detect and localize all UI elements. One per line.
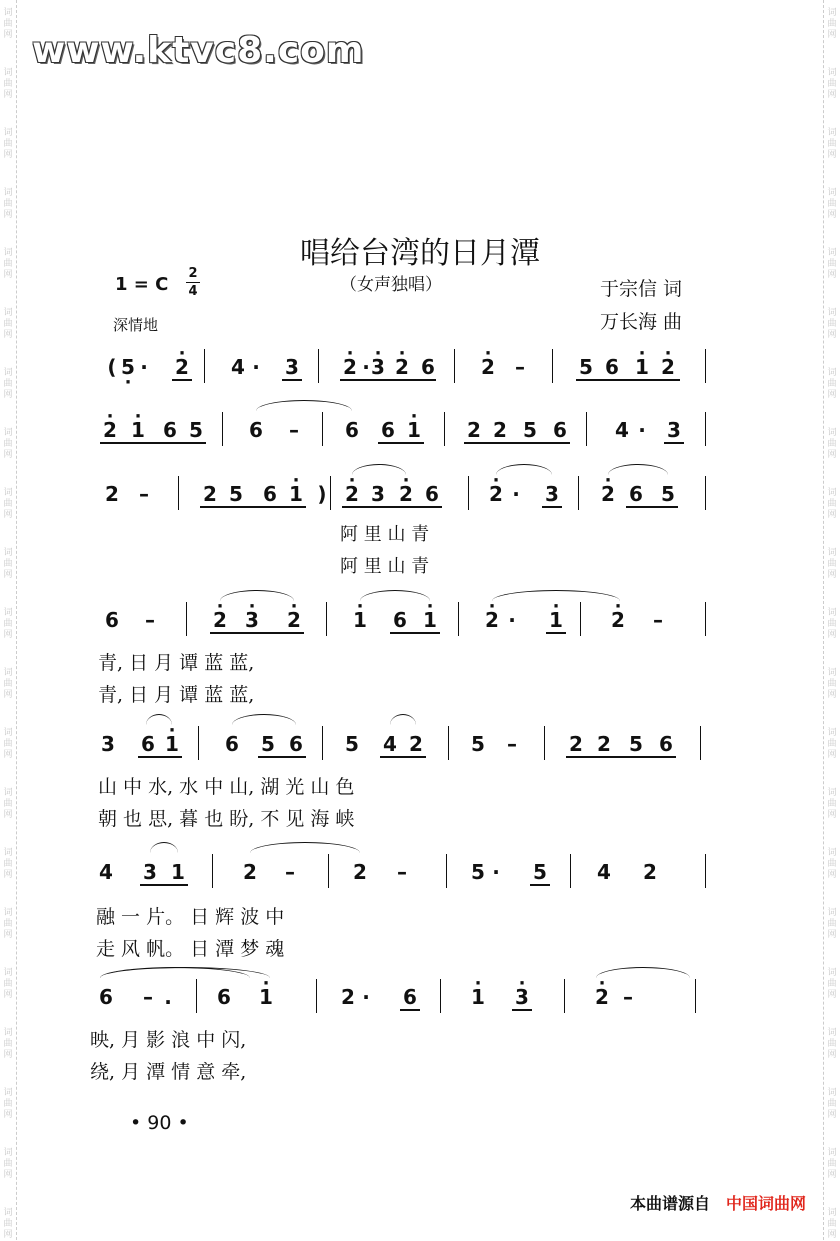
score-note: 5 xyxy=(661,482,675,506)
score-note: · 2 xyxy=(100,418,120,442)
bar-line xyxy=(695,979,696,1013)
score-note: · xyxy=(140,355,148,379)
watermark-glyph-stack: 词 曲 网 xyxy=(827,428,837,460)
score-note: 6 xyxy=(225,732,239,756)
note-underline xyxy=(464,442,570,444)
score-note: ) xyxy=(317,482,327,506)
score-note: 2 xyxy=(569,732,583,756)
score-note: 5 xyxy=(189,418,203,442)
bar-line xyxy=(705,476,706,510)
score-note: 5 xyxy=(345,732,359,756)
score-note: – xyxy=(289,418,299,442)
watermark-glyph-stack: 词 曲 网 xyxy=(827,968,837,1000)
score-note: · xyxy=(252,355,260,379)
score-note: 2 xyxy=(409,732,423,756)
score-note: 2 xyxy=(597,732,611,756)
watermark-glyph-stack: 词 曲 网 xyxy=(3,248,13,280)
lyric-line-7-verse-1: 映, 月 影 浪 中 闪, xyxy=(90,1029,247,1051)
watermark-glyph-stack: 词 曲 网 xyxy=(827,728,837,760)
score-note: 2 xyxy=(105,482,119,506)
bar-line xyxy=(316,979,317,1013)
score-note: 4 xyxy=(99,860,113,884)
watermark-glyph-stack: 词 曲 网 xyxy=(3,608,13,640)
score-note: · 1 xyxy=(404,418,424,442)
note-underline xyxy=(378,442,424,444)
watermark-glyph-stack: 词 曲 网 xyxy=(3,788,13,820)
bar-line xyxy=(196,979,197,1013)
score-note: 5 xyxy=(579,355,593,379)
score-note: · 1 xyxy=(420,608,440,632)
score-note: ( xyxy=(107,355,117,379)
score-note: · 2 xyxy=(340,355,360,379)
score-note: · 3 xyxy=(368,355,388,379)
watermark-glyph-stack: 词 曲 网 xyxy=(827,608,837,640)
score-note: 5 xyxy=(523,418,537,442)
score-note: . xyxy=(164,985,172,1009)
bar-line xyxy=(330,476,331,510)
score-note: · 2 xyxy=(658,355,678,379)
note-underline xyxy=(140,884,188,886)
bar-line xyxy=(580,602,581,636)
score-note: 4 xyxy=(383,732,397,756)
score-note: 5 xyxy=(261,732,275,756)
score-note: 6 xyxy=(289,732,303,756)
bar-line xyxy=(198,726,199,760)
bar-line xyxy=(326,602,327,636)
watermark-glyph-stack: 词 曲 网 xyxy=(3,728,13,760)
score-note: 6 xyxy=(345,418,359,442)
bar-line xyxy=(328,854,329,888)
score-note: · xyxy=(638,418,646,442)
note-underline xyxy=(390,632,440,634)
score-note: 3 xyxy=(285,355,299,379)
watermark-glyph-stack: 词 曲 网 xyxy=(3,848,13,880)
bar-line xyxy=(705,349,706,383)
score-note: 6 xyxy=(425,482,439,506)
bar-line xyxy=(454,349,455,383)
watermark-glyph-stack: 词 曲 网 xyxy=(827,548,837,580)
lyric-line-6-verse-2: 走 风 帆。 日 潭 梦 魂 xyxy=(96,938,285,960)
score-note: 6 xyxy=(217,985,231,1009)
score-note: 2 xyxy=(203,482,217,506)
time-signature xyxy=(186,266,200,299)
score-note: · 2 xyxy=(172,355,192,379)
slur-arc xyxy=(608,464,668,475)
watermark-glyph-stack: 词 曲 网 xyxy=(827,1148,837,1180)
score-note: 2 xyxy=(467,418,481,442)
note-underline xyxy=(530,884,550,886)
watermark-glyph-stack: 词 曲 网 xyxy=(3,1208,13,1240)
score-note: · 2 xyxy=(608,608,628,632)
source-attribution xyxy=(630,1191,806,1214)
bar-line xyxy=(318,349,319,383)
note-underline xyxy=(138,756,182,758)
score-note: 3 xyxy=(371,482,385,506)
score-note: 4 xyxy=(231,355,245,379)
bar-line xyxy=(552,349,553,383)
lyric-line-6-verse-1: 融 一 片。 日 辉 波 中 xyxy=(96,906,285,928)
watermark-glyph-stack: 词 曲 网 xyxy=(827,368,837,400)
note-underline xyxy=(258,756,306,758)
note-underline xyxy=(380,756,426,758)
bar-line xyxy=(212,854,213,888)
score-note: 5 xyxy=(629,732,643,756)
score-note: · 1 xyxy=(162,732,182,756)
slur-arc xyxy=(146,714,172,725)
note-underline xyxy=(664,442,684,444)
score-note: 6 xyxy=(105,608,119,632)
bar-line xyxy=(178,476,179,510)
score-note: 5 xyxy=(229,482,243,506)
score-note: – xyxy=(139,482,149,506)
note-underline xyxy=(542,506,562,508)
score-note: 3 xyxy=(101,732,115,756)
watermark-glyph-stack: 词 曲 网 xyxy=(3,1148,13,1180)
score-note: 6 xyxy=(263,482,277,506)
score-note: · xyxy=(492,860,500,884)
score-note: · 2 xyxy=(598,482,618,506)
lyric-line-4-verse-2: 青, 日 月 谭 蓝 蓝, xyxy=(98,684,255,706)
score-note: · 3 xyxy=(512,985,532,1009)
lyric-line-3-verse-1: 阿 里 山 青 xyxy=(340,524,430,545)
watermark-glyph-stack: 词 曲 网 xyxy=(3,548,13,580)
score-note: · 1 xyxy=(128,418,148,442)
source-prefix: 本曲谱源自 xyxy=(629,1194,710,1213)
site-url-watermark: www.ktvc8.com xyxy=(32,30,365,71)
score-note: 6 xyxy=(605,355,619,379)
score-note: · 2 xyxy=(478,355,498,379)
score-note: 6 xyxy=(553,418,567,442)
note-underline xyxy=(200,506,306,508)
score-note: – xyxy=(653,608,663,632)
watermark-glyph-stack: 词 曲 网 xyxy=(827,68,837,100)
watermark-glyph-stack: 词 曲 网 xyxy=(827,788,837,820)
score-note: 5 xyxy=(471,732,485,756)
watermark-glyph-stack: 词 曲 网 xyxy=(3,1028,13,1060)
slur-arc xyxy=(256,400,352,411)
note-underline xyxy=(546,632,566,634)
score-note: 3 xyxy=(667,418,681,442)
watermark-glyph-stack: 词 曲 网 xyxy=(827,248,837,280)
score-note: 6 xyxy=(403,985,417,1009)
note-underline xyxy=(566,756,676,758)
tempo-marking: 深情地 xyxy=(113,316,159,334)
score-note: 6 xyxy=(163,418,177,442)
score-note: · 2 xyxy=(396,482,416,506)
lyricist-credit: 于宗信 词 xyxy=(600,278,683,300)
meter-top: 2 xyxy=(188,266,198,281)
lyric-line-7-verse-2: 绕, 月 潭 情 意 牵, xyxy=(90,1061,247,1083)
key-signature: 1 = C xyxy=(115,274,169,295)
score-note: 2 xyxy=(353,860,367,884)
note-underline xyxy=(512,1009,532,1011)
note-underline xyxy=(282,379,302,381)
bar-line xyxy=(204,349,205,383)
bar-line xyxy=(578,476,579,510)
score-note: · 1 xyxy=(256,985,276,1009)
bar-line xyxy=(564,979,565,1013)
score-note: 2 xyxy=(643,860,657,884)
score-note: · 1 xyxy=(286,482,306,506)
score-note: 3 xyxy=(143,860,157,884)
score-note: · 1 xyxy=(546,608,566,632)
score-note: · 1 xyxy=(632,355,652,379)
slur-arc xyxy=(352,464,406,475)
score-note: – xyxy=(145,608,155,632)
watermark-glyph-stack: 词 曲 网 xyxy=(827,848,837,880)
bar-line xyxy=(322,412,323,446)
score-note: 2 xyxy=(493,418,507,442)
score-note: – xyxy=(397,860,407,884)
score-note: 3 xyxy=(545,482,559,506)
slur-arc xyxy=(220,590,294,601)
watermark-glyph-stack: 词 曲 网 xyxy=(827,1088,837,1120)
bar-line xyxy=(544,726,545,760)
score-note: 4 xyxy=(615,418,629,442)
note-underline xyxy=(100,442,206,444)
score-note: · 2 xyxy=(392,355,412,379)
note-underline xyxy=(340,379,436,381)
bar-line xyxy=(222,412,223,446)
watermark-glyph-stack: 词 曲 网 xyxy=(3,488,13,520)
score-note: – xyxy=(143,985,153,1009)
score-note: 6 xyxy=(99,985,113,1009)
score-note: · 2 xyxy=(482,608,502,632)
slur-arc xyxy=(492,590,620,601)
slur-arc xyxy=(232,714,296,725)
score-note: – xyxy=(285,860,295,884)
score-note: · 2 xyxy=(486,482,506,506)
watermark-glyph-stack: 词 曲 网 xyxy=(3,8,13,40)
watermark-glyph-stack: 词 曲 网 xyxy=(3,128,13,160)
watermark-glyph-stack: 词 曲 网 xyxy=(3,68,13,100)
watermark-glyph-stack: 词 曲 网 xyxy=(3,368,13,400)
lyric-line-4-verse-1: 青, 日 月 谭 蓝 蓝, xyxy=(98,652,255,674)
score-note: – xyxy=(507,732,517,756)
note-underline xyxy=(172,379,192,381)
bar-line xyxy=(586,412,587,446)
slur-arc xyxy=(150,842,178,853)
performance-subtitle: （女声独唱） xyxy=(340,275,442,295)
score-note: 2 xyxy=(243,860,257,884)
meter-bottom: 4 xyxy=(188,284,198,299)
score-note: 5 · xyxy=(118,355,138,379)
watermark-glyph-stack: 词 曲 网 xyxy=(3,308,13,340)
score-note: · xyxy=(508,608,516,632)
lyric-line-3-verse-2: 阿 里 山 青 xyxy=(340,556,430,577)
lyric-line-5-verse-1: 山 中 水, 水 中 山, 湖 光 山 色 xyxy=(98,776,355,798)
bar-line xyxy=(700,726,701,760)
bar-line xyxy=(448,726,449,760)
bar-line xyxy=(458,602,459,636)
score-note: · 2 xyxy=(210,608,230,632)
slur-arc xyxy=(496,464,552,475)
watermark-glyph-stack: 词 曲 网 xyxy=(827,1208,837,1240)
bar-line xyxy=(705,412,706,446)
watermark-glyph-stack: 词 曲 网 xyxy=(3,668,13,700)
score-note: · 2 xyxy=(592,985,612,1009)
bar-line xyxy=(705,602,706,636)
lyric-line-5-verse-2: 朝 也 思, 暮 也 盼, 不 见 海 峡 xyxy=(98,808,355,830)
watermark-glyph-stack: 词 曲 网 xyxy=(827,1028,837,1060)
bar-line xyxy=(440,979,441,1013)
score-note: · xyxy=(362,355,370,379)
watermark-glyph-stack: 词 曲 网 xyxy=(3,428,13,460)
page-number: • 90 • xyxy=(130,1112,189,1134)
score-note: 5 xyxy=(471,860,485,884)
score-note: · 2 xyxy=(342,482,362,506)
bar-line xyxy=(446,854,447,888)
score-note: 6 xyxy=(141,732,155,756)
score-note: · xyxy=(512,482,520,506)
note-underline xyxy=(576,379,680,381)
note-underline xyxy=(210,632,304,634)
note-underline xyxy=(626,506,678,508)
note-underline xyxy=(400,1009,420,1011)
score-note: 6 xyxy=(381,418,395,442)
score-note: 4 xyxy=(597,860,611,884)
score-note: 2 xyxy=(341,985,355,1009)
watermark-glyph-stack: 词 曲 网 xyxy=(827,308,837,340)
score-note: 6 xyxy=(249,418,263,442)
score-note: · 1 xyxy=(350,608,370,632)
song-title: 唱给台湾的日月潭 xyxy=(300,236,540,271)
score-note: – xyxy=(515,355,525,379)
watermark-glyph-stack: 词 曲 网 xyxy=(3,908,13,940)
watermark-glyph-stack: 词 曲 网 xyxy=(3,188,13,220)
slur-arc xyxy=(596,967,690,978)
composer-credit: 万长海 曲 xyxy=(600,311,683,333)
slur-arc xyxy=(250,842,360,853)
score-note: 6 xyxy=(421,355,435,379)
score-note: 5 xyxy=(533,860,547,884)
source-site-name: 中国词曲网 xyxy=(725,1194,806,1213)
bar-line xyxy=(570,854,571,888)
bar-line xyxy=(322,726,323,760)
bar-line xyxy=(186,602,187,636)
score-note: 6 xyxy=(659,732,673,756)
score-note: · 3 xyxy=(242,608,262,632)
score-note: 1 xyxy=(171,860,185,884)
watermark-glyph-stack: 词 曲 网 xyxy=(827,668,837,700)
bar-line xyxy=(705,854,706,888)
watermark-glyph-stack: 词 曲 网 xyxy=(827,8,837,40)
slur-arc xyxy=(360,590,430,601)
score-note: 6 xyxy=(393,608,407,632)
bar-line xyxy=(444,412,445,446)
score-note: · 1 xyxy=(468,985,488,1009)
score-note: · 2 xyxy=(284,608,304,632)
score-note: 6 xyxy=(629,482,643,506)
score-note: · xyxy=(362,985,370,1009)
note-underline xyxy=(342,506,442,508)
score-note: – xyxy=(623,985,633,1009)
bar-line xyxy=(468,476,469,510)
slur-arc xyxy=(390,714,416,725)
watermark-glyph-stack: 词 曲 网 xyxy=(827,188,837,220)
watermark-glyph-stack: 词 曲 网 xyxy=(827,908,837,940)
watermark-glyph-stack: 词 曲 网 xyxy=(827,488,837,520)
watermark-glyph-stack: 词 曲 网 xyxy=(3,968,13,1000)
watermark-glyph-stack: 词 曲 网 xyxy=(827,128,837,160)
watermark-glyph-stack: 词 曲 网 xyxy=(3,1088,13,1120)
